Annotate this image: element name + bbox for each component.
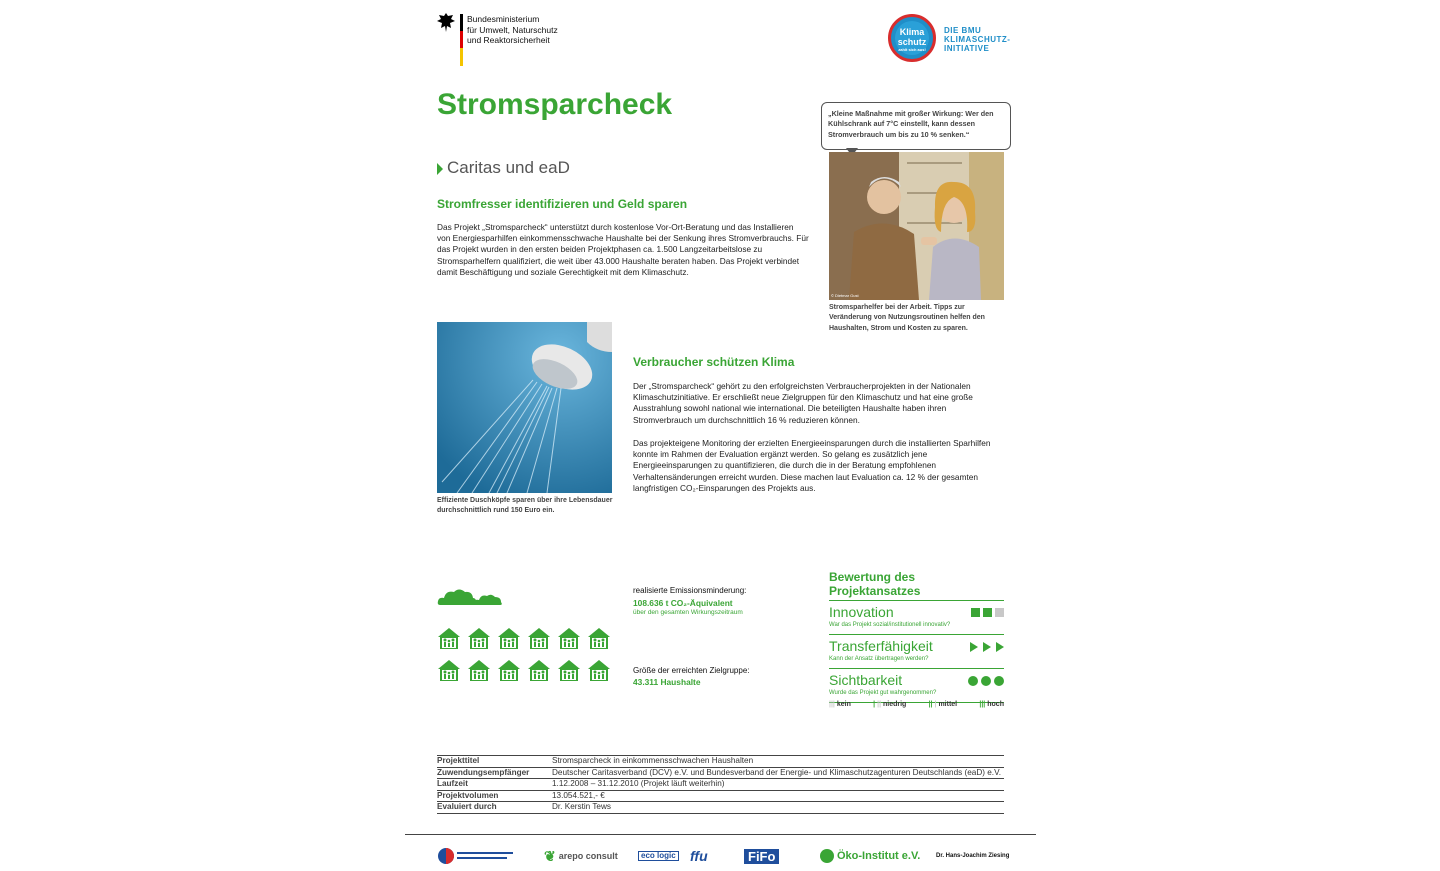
square-mark-icon bbox=[983, 608, 992, 617]
rating-marks-innovation bbox=[971, 608, 1004, 617]
eagle-icon bbox=[436, 12, 456, 32]
rating-legend bbox=[829, 701, 1004, 708]
partner-logo-ecologic: eco logic bbox=[638, 846, 679, 866]
fridge-scene-image bbox=[829, 152, 1004, 300]
info-value: Stromsparcheck in einkommensschwachen Haushalten bbox=[552, 756, 1004, 768]
klima-initiative-text: DIE BMU KLIMASCHUTZ- INITIATIVE bbox=[944, 26, 1011, 53]
section1-heading: Stromfresser identifizieren und Geld sparen bbox=[437, 197, 688, 211]
household-icon bbox=[587, 658, 611, 682]
rating-row-innovation bbox=[829, 601, 1004, 635]
arepo-leaf-icon: ❦ bbox=[544, 847, 556, 864]
partner-logo-1 bbox=[437, 846, 517, 866]
quote-bubble: „Kleine Maßnahme mit großer Wirkung: Wer den Kühlschrank auf 7°C einstellt, kann dessen Stromverbrauch um bis zu 10 % senken.“ bbox=[821, 102, 1011, 150]
klima-badge bbox=[888, 14, 936, 62]
target-value: 43.311 Haushalte bbox=[633, 677, 701, 687]
square-mark-empty-icon bbox=[995, 608, 1004, 617]
legend-item: | || niedrig bbox=[873, 701, 907, 708]
household-icon bbox=[437, 626, 461, 650]
fridge-photo bbox=[829, 152, 1004, 300]
dot-mark-icon bbox=[981, 676, 991, 686]
rating-question: Wurde das Projekt gut wahrgenommen? bbox=[829, 690, 937, 696]
info-key: Laufzeit bbox=[437, 779, 552, 791]
table-row bbox=[437, 767, 1004, 779]
partner-logo-ziesing: Dr. Hans-Joachim Ziesing bbox=[936, 853, 1010, 859]
photo-credit: © Dietmar Gust bbox=[831, 293, 859, 298]
rating-marks-transfer bbox=[968, 642, 1004, 652]
table-row bbox=[437, 756, 1004, 768]
household-icon bbox=[587, 626, 611, 650]
household-icon bbox=[557, 626, 581, 650]
section2-para1: Der „Stromsparcheck“ gehört zu den erfolgreichsten Verbraucherprojekten in der Nationalen Klimaschutzinitiative. Er erschließt neue Zielgruppen für den Klimaschutz und hat eine große Ausstrahlung sowohl national wie international. Die beteiligten Haushalte haben ihren Stromverbrauch um durchschnittlich 16 % reduzieren können. bbox=[633, 381, 973, 425]
rating-marks-visibility bbox=[968, 676, 1004, 686]
info-key: Projekttitel bbox=[437, 756, 552, 768]
legend-item: || | mittel bbox=[928, 701, 958, 708]
info-key: Projektvolumen bbox=[437, 790, 552, 802]
klima-badge-text: Klima schutz bbox=[897, 27, 927, 47]
partner-circle-logo-icon bbox=[437, 846, 517, 866]
household-icons bbox=[437, 626, 613, 690]
photo2-caption: Effiziente Duschköpfe sparen über ihre Lebensdauer durchschnittlich rund 150 Euro ein. bbox=[437, 497, 613, 515]
table-row bbox=[437, 779, 1004, 791]
legend-item: ||| kein bbox=[829, 701, 851, 708]
household-icon bbox=[467, 626, 491, 650]
household-icon bbox=[557, 658, 581, 682]
emission-value: 108.636 t CO₂-Äquivalent bbox=[633, 598, 733, 608]
oeko-circle-icon bbox=[820, 849, 834, 863]
rating-question: War das Projekt sozial/institutionell innovativ? bbox=[829, 622, 951, 628]
klimaschutz-logo bbox=[888, 14, 1018, 68]
table-row bbox=[437, 790, 1004, 802]
klima-badge-sub: zahlt sich aus! bbox=[898, 47, 926, 52]
page-subtitle: Caritas und eaD bbox=[437, 158, 570, 178]
page-title: Stromsparcheck bbox=[437, 88, 673, 121]
info-key: Zuwendungsempfänger bbox=[437, 767, 552, 779]
partner-logo-fifo: FiFo bbox=[744, 846, 779, 866]
triangle-mark-icon bbox=[996, 642, 1004, 652]
partner-logo-arepo: ❦ arepo consult bbox=[544, 847, 618, 864]
household-icon bbox=[437, 658, 461, 682]
emission-sub: über den gesamten Wirkungszeitraum bbox=[633, 609, 743, 616]
household-icon bbox=[527, 626, 551, 650]
co2-cloud-icon bbox=[437, 586, 503, 606]
rating-title: Bewertung des Projektansatzes bbox=[829, 570, 1004, 601]
table-row bbox=[437, 802, 1004, 814]
info-value: Dr. Kerstin Tews bbox=[552, 802, 1004, 814]
shower-head-image bbox=[437, 322, 612, 493]
household-icon bbox=[467, 658, 491, 682]
project-info-table bbox=[437, 755, 1004, 814]
target-label: Größe der erreichten Zielgruppe: bbox=[633, 666, 750, 675]
section2-heading: Verbraucher schützen Klima bbox=[633, 355, 795, 369]
rating-name: Sichtbarkeit bbox=[829, 672, 903, 688]
household-icon bbox=[497, 658, 521, 682]
rating-row-visibility bbox=[829, 669, 1004, 703]
partner-logo-oeko: Öko-Institut e.V. bbox=[820, 846, 920, 866]
partner-logo-ffu: ffu bbox=[690, 848, 708, 864]
footer-divider bbox=[405, 834, 1036, 835]
rating-box bbox=[829, 570, 1004, 703]
rating-name: Innovation bbox=[829, 604, 894, 620]
square-mark-icon bbox=[971, 608, 980, 617]
rating-question: Kann der Ansatz übertragen werden? bbox=[829, 656, 929, 662]
dot-mark-icon bbox=[994, 676, 1004, 686]
german-flag-bar bbox=[460, 14, 463, 66]
shower-photo bbox=[437, 322, 612, 493]
info-value: 1.12.2008 – 31.12.2010 (Projekt läuft weiterhin) bbox=[552, 779, 1004, 791]
section2-para2: Das projekteigene Monitoring der erzielten Energieeinsparungen durch die installierten Sparhilfen konnte im Rahmen der Evaluation ergänzt werden. So gelang es zusätzlich jene Energieeinsparungen zu quantifizieren, die durch die in der Beratung empfohlenen Verhaltensänderungen erreicht wurden. Diese machen laut Evaluation ca. 12 % der gesamten langfristigen CO₂-Einsparungen des Projekts aus. bbox=[633, 438, 991, 493]
ministry-logo bbox=[436, 12, 576, 68]
legend-item: ||| hoch bbox=[979, 701, 1004, 708]
section1-text: Das Projekt „Stromsparcheck“ unterstützt durch kostenlose Vor-Ort-Beratung und das Installieren von Energiesparhilfen einkommensschwache Haushalte bei der Senkung ihres Stromverbrauchs. Für das Projekt wurden in den ersten beiden Projektphasen ca. 1.500 Langzeitarbeitslose zu Stromsparhelfern qualifiziert, die weit über 43.000 Haushalte beraten haben. Das Projekt verbindet damit Beschäftigung und soziale Gerechtigkeit mit dem Klimaschutz. bbox=[437, 222, 809, 277]
info-value: 13.054.521,- € bbox=[552, 790, 1004, 802]
household-icon bbox=[527, 658, 551, 682]
dot-mark-icon bbox=[968, 676, 978, 686]
info-key: Evaluiert durch bbox=[437, 802, 552, 814]
emission-label: realisierte Emissionsminderung: bbox=[633, 586, 747, 595]
ministry-name: Bundesministerium für Umwelt, Naturschutz und Reaktorsicherheit bbox=[467, 14, 558, 45]
rating-name: Transferfähigkeit bbox=[829, 638, 933, 654]
triangle-mark-icon bbox=[983, 642, 991, 652]
household-icon bbox=[497, 626, 521, 650]
info-value: Deutscher Caritasverband (DCV) e.V. und Bundesverband der Energie- und Klimaschutzagenturen Deutschlands (eaD) e.V. bbox=[552, 767, 1004, 779]
triangle-mark-icon bbox=[970, 642, 978, 652]
photo1-caption: Stromsparhelfer bei der Arbeit. Tipps zur Veränderung von Nutzungsroutinen helfen den Haushalten, Strom und Kosten zu sparen. bbox=[829, 304, 985, 332]
rating-row-transfer bbox=[829, 635, 1004, 669]
